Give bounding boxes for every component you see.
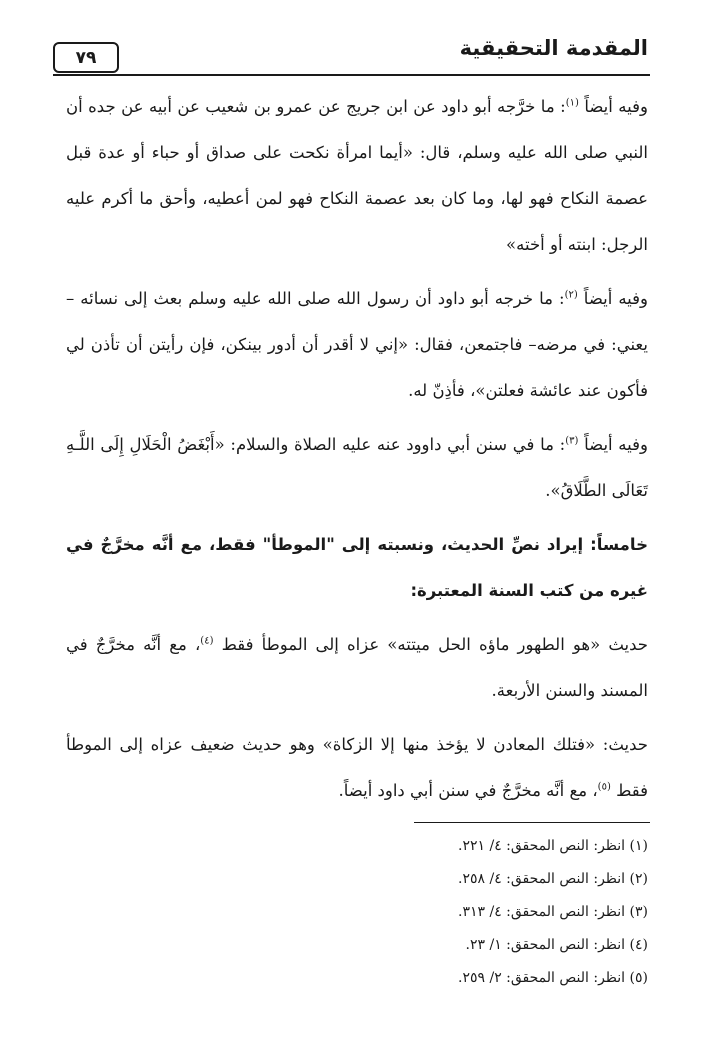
footnote-ref-5: (٥)	[597, 781, 611, 793]
paragraph-text: حديث «هو الطهور ماؤه الحل ميتته» عزاه إلى الموطأ فقط	[221, 635, 648, 654]
section-heading-fifth: خامساً: إيراد نصِّ الحديث، ونسبته إلى "الموطأ" فقط، مع أنَّه مخرَّجٌ في غيره من كتب السنة المعتبرة:	[66, 535, 648, 600]
paragraph-2	[66, 276, 648, 414]
paragraph-text: وفيه أيضاً	[584, 435, 648, 454]
paragraph-text: : ما خرَّجه أبو داود عن ابن جريج عن عمرو بن شعيب عن أبيه عن جده أن النبي صلى الله عليه وسلم، قال: «أيما امرأة نكحت على صداق أو حباء أو عدة قبل عصمة النكاح فهو لها، وما كان بعد عصمة النكاح فهو لمن أعطيه، وأحق ما أكرم عليه الرجل: ابنته أو أخته»	[66, 97, 648, 254]
paragraph-text: ، مع أنَّه مخرَّجٌ في المسند والسنن الأربعة.	[66, 635, 648, 700]
paragraph-text: : ما في سنن أبي داوود عنه عليه الصلاة والسلام: «أَبْغَضُ الْحَلَالِ إِلَى اللَّـهِ تَعَالَى الطَّلَاقُ».	[66, 435, 648, 500]
paragraph-text: وفيه أيضاً	[584, 97, 648, 116]
footnote-2: (٢) انظر: النص المحقق: ٤/ ٢٥٨.	[458, 871, 648, 887]
footnote-5: (٥) انظر: النص المحقق: ٢/ ٢٥٩.	[458, 970, 648, 986]
running-header-title: المقدمة التحقيقية	[459, 36, 648, 60]
footnote-ref-1: (١)	[565, 97, 579, 109]
paragraph-1	[66, 84, 648, 268]
paragraph-text: ، مع أنَّه مخرَّجٌ في سنن أبي داود أيضاً.	[338, 781, 598, 800]
paragraph-6	[66, 722, 648, 814]
page-number: ٧٩	[75, 47, 97, 68]
footnotes	[348, 830, 648, 995]
footnote-3: (٣) انظر: النص المحقق: ٤/ ٣١٣.	[458, 904, 648, 920]
footnote-4: (٤) انظر: النص المحقق: ١/ ٢٣.	[465, 937, 648, 953]
paragraph-text: وفيه أيضاً	[583, 289, 649, 308]
page-number-box	[53, 42, 119, 73]
paragraph-text: : ما خرجه أبو داود أن رسول الله صلى الله عليه وسلم بعث إلى نسائه – يعني: في مرضه– فاجتمعن، فقال: «إني لا أقدر أن أدور بينكن، فإن رأيتن أن تأذن لي فأكون عند عائشة فعلتن»، فأذِنّ له.	[66, 289, 648, 400]
footnote-rule	[414, 822, 650, 823]
footnote-1: (١) انظر: النص المحقق: ٤/ ٢٢١.	[458, 838, 648, 854]
body-text	[66, 84, 648, 822]
footnote-ref-2: (٢)	[564, 289, 578, 301]
paragraph-5	[66, 622, 648, 714]
footnote-ref-4: (٤)	[200, 635, 214, 647]
paragraph-3	[66, 422, 648, 514]
footnote-ref-3: (٣)	[565, 435, 579, 447]
paragraph-text: حديث: «فتلك المعادن لا يؤخذ منها إلا الزكاة» وهو حديث ضعيف عزاه إلى الموطأ فقط	[66, 735, 648, 800]
header-rule	[53, 74, 650, 76]
